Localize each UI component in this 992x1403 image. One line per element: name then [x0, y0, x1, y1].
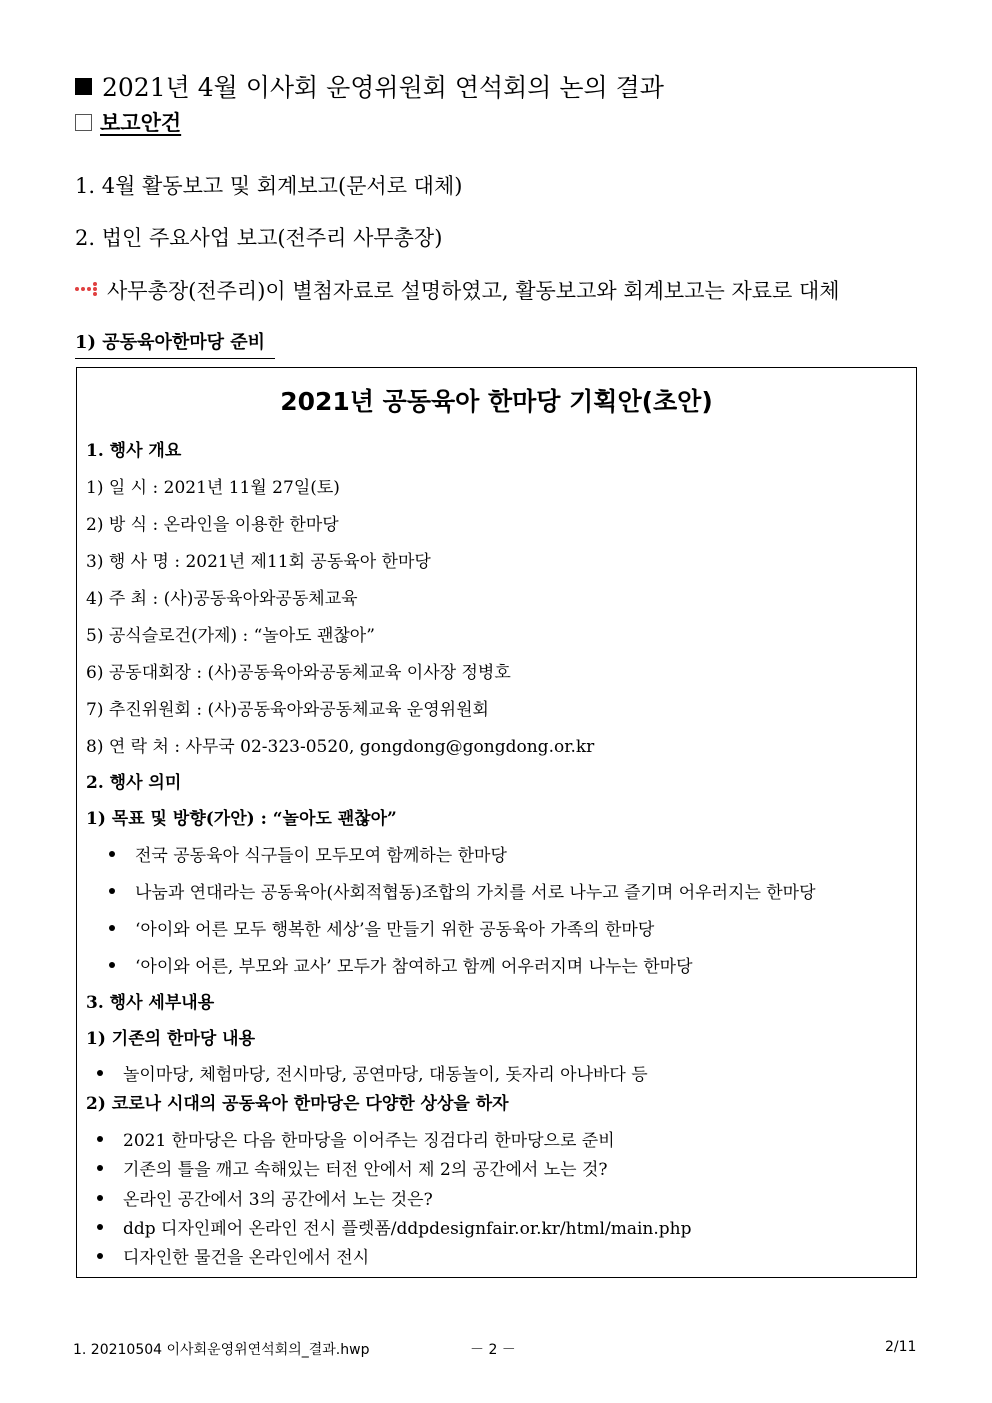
footer-page-number: － 2 －: [470, 1342, 516, 1358]
report-item-2: 2. 법인 주요사업 보고(전주리 사무총장): [75, 226, 443, 250]
plan-box: [76, 367, 917, 1278]
overview-item: 7) 추진위원회 : (사)공동육아와공동체교육 운영위원회: [86, 700, 489, 720]
bullet-icon: [97, 1224, 103, 1230]
overview-item: 2) 방 식 : 온라인을 이용한 한마당: [86, 515, 339, 535]
detail-subheading-1: 1) 기존의 한마당 내용: [86, 1029, 256, 1049]
note-line: 사무총장(전주리)이 별첨자료로 설명하였고, 활동보고와 회계보고는 자료로 대체: [75, 275, 840, 305]
overview-item: 3) 행 사 명 : 2021년 제11회 공동육아 한마당: [86, 552, 431, 572]
plan-title: 2021년 공동육아 한마당 기획안(초안): [280, 387, 713, 416]
bullet-icon: [97, 1253, 103, 1259]
overview-item: 1) 일 시 : 2021년 11월 27일(토): [86, 478, 340, 498]
footer-page-count: 2/11: [885, 1339, 917, 1355]
detail-subheading-2: 2) 코로나 시대의 공동육아 한마당은 다양한 상상을 하자: [86, 1094, 509, 1114]
overview-item: 4) 주 최 : (사)공동육아와공동체교육: [86, 589, 358, 609]
bullet-icon: [97, 1070, 103, 1076]
overview-heading: 1. 행사 개요: [86, 441, 182, 461]
list-item: 디자인한 물건을 온라인에서 전시: [97, 1243, 369, 1268]
bullet-icon: [109, 962, 115, 968]
list-item: ‘아이와 어른 모두 행복한 세상’을 만들기 위한 공동육아 가족의 한마당: [109, 915, 654, 940]
list-item: 2021 한마당은 다음 한마당을 이어주는 징검다리 한마당으로 준비: [97, 1126, 615, 1151]
detail-heading: 3. 행사 세부내용: [86, 993, 215, 1013]
list-item: 전국 공동육아 식구들이 모두모여 함께하는 한마당: [109, 841, 507, 866]
meaning-subheading: 1) 목표 및 방향(가안) : “놀아도 괜찮아”: [86, 809, 397, 829]
list-item: 놀이마당, 체험마당, 전시마당, 공연마당, 대동놀이, 돗자리 아나바다 등: [97, 1060, 648, 1085]
black-square-icon: [75, 78, 92, 95]
footer-filename: 1. 20210504 이사회운영위연석회의_결과.hwp: [73, 1342, 370, 1358]
bullet-icon: [109, 925, 115, 931]
dotted-arrow-icon: [75, 282, 99, 296]
overview-item: 5) 공식슬로건(가제) : “놀아도 괜찮아”: [86, 626, 375, 646]
list-item: 온라인 공간에서 3의 공간에서 노는 것은?: [97, 1185, 433, 1210]
overview-item: 8) 연 락 처 : 사무국 02-323-0520, gongdong@gongdong.or.kr: [86, 737, 595, 757]
list-item: 나눔과 연대라는 공동육아(사회적협동)조합의 가치를 서로 나누고 즐기며 어우러지는 한마당: [109, 878, 816, 903]
report-item-1: 1. 4월 활동보고 및 회계보고(문서로 대체): [75, 174, 463, 198]
list-item: 기존의 틀을 깨고 속해있는 터전 안에서 제 2의 공간에서 노는 것?: [97, 1155, 608, 1180]
bullet-icon: [109, 888, 115, 894]
list-item: ‘아이와 어른, 부모와 교사’ 모두가 참여하고 함께 어우러지며 나누는 한마당: [109, 952, 693, 977]
bullet-icon: [109, 851, 115, 857]
document-title: 2021년 4월 이사회 운영위원회 연석회의 논의 결과: [75, 68, 664, 104]
bullet-icon: [97, 1165, 103, 1171]
section-title: 1) 공동육아한마당 준비: [75, 328, 275, 359]
list-item: ddp 디자인페어 온라인 전시 플렛폼/ddpdesignfair.or.kr/html/main.php: [97, 1214, 691, 1239]
bullet-icon: [97, 1195, 103, 1201]
meaning-heading: 2. 행사 의미: [86, 773, 182, 793]
subtitle: 보고안건: [75, 107, 181, 137]
checkbox-square-icon: [75, 114, 92, 131]
bullet-icon: [97, 1136, 103, 1142]
overview-item: 6) 공동대회장 : (사)공동육아와공동체교육 이사장 정병호: [86, 663, 511, 683]
